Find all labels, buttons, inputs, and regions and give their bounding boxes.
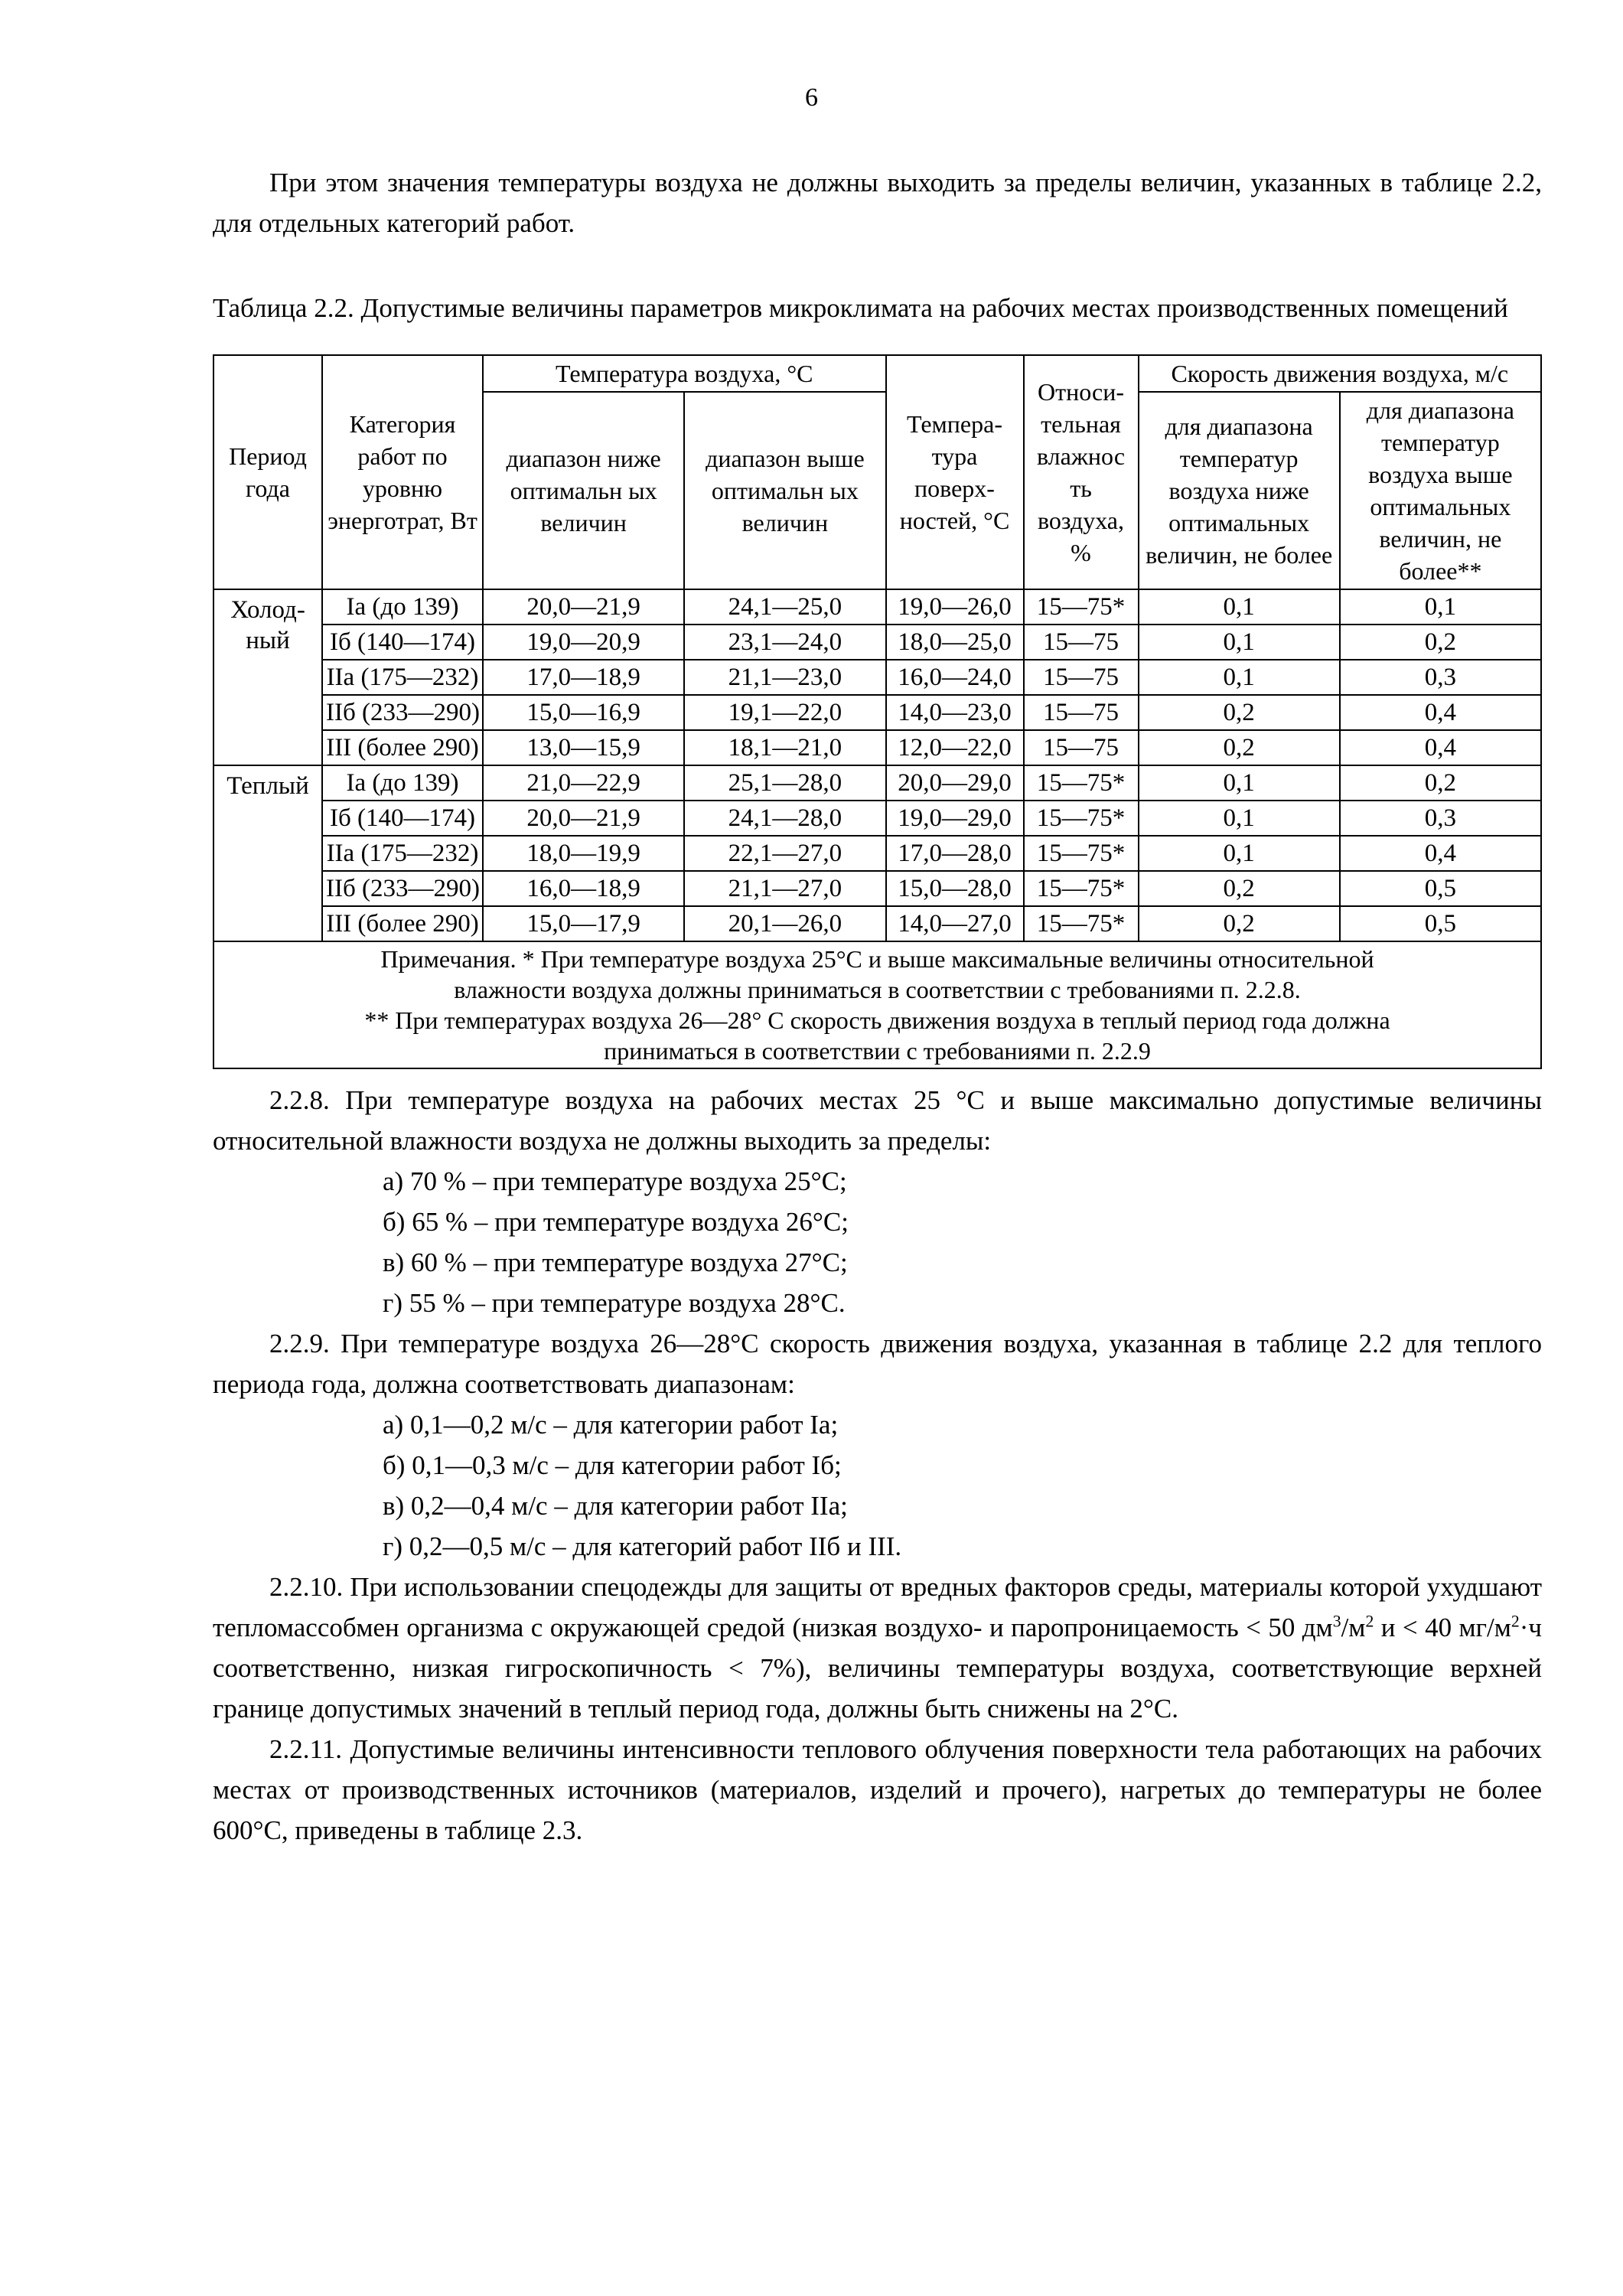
table-body [213,589,1541,941]
cell-t-above: 22,1—27,0 [684,836,885,871]
cell-period: Холод-ный [213,589,322,765]
table-notes [213,941,1541,1068]
note-line-4: приниматься в соответствии с требованиями п. 2.2.9 [604,1037,1151,1065]
cell-surface: 14,0—23,0 [886,695,1024,730]
cell-category: III (более 290) [322,906,483,941]
cell-t-below: 15,0—17,9 [483,906,684,941]
cell-surface: 14,0—27,0 [886,906,1024,941]
cell-t-above: 21,1—23,0 [684,660,885,695]
cell-t-below: 17,0—18,9 [483,660,684,695]
cell-t-below: 18,0—19,9 [483,836,684,871]
spacer [213,1069,1542,1080]
cell-v-below: 0,1 [1139,836,1340,871]
clause-2-2-11: 2.2.11. Допустимые величины интенсивности теплового облучения поверхности тела работающих на рабочих местах от производственных источников (материалов, изделий и прочего), нагретых до температуры не более 600°С, приведены в таблице 2.3. [213,1734,1542,1845]
header-temp-range-above: диапазон выше оптимальн ых величин [684,392,885,589]
table-row [213,730,1541,765]
cell-v-below: 0,2 [1139,730,1340,765]
table-notes-row [213,941,1541,1068]
cell-v-below: 0,2 [1139,695,1340,730]
cell-t-above: 24,1—28,0 [684,801,885,836]
spacer [213,328,1542,354]
cell-v-below: 0,1 [1139,625,1340,660]
list-item: а) 0,1—0,2 м/с – для категории работ Ia; [383,1410,839,1440]
cell-t-below: 16,0—18,9 [483,871,684,906]
cell-v-below: 0,1 [1139,589,1340,625]
note-line-3: ** При температурах воздуха 26—28° С скорость движения воздуха в теплый период года должна [364,1006,1390,1034]
cell-humidity: 15—75 [1024,660,1139,695]
cell-surface: 18,0—25,0 [886,625,1024,660]
cell-humidity: 15—75* [1024,871,1139,906]
cell-t-below: 15,0—16,9 [483,695,684,730]
note-line-1: Примечания. * При температуре воздуха 25°С и выше максимальные величины относительной [380,945,1374,973]
cell-t-above: 18,1—21,0 [684,730,885,765]
table-row [213,765,1541,801]
cell-t-above: 25,1—28,0 [684,765,885,801]
table-header [213,355,1541,589]
cell-surface: 15,0—28,0 [886,871,1024,906]
table-row [213,625,1541,660]
list-item: г) 0,2—0,5 м/с – для категорий работ IIб и III. [383,1531,902,1561]
intro-paragraph: При этом значения температуры воздуха не должны выходить за пределы величин, указанных в таблице 2.2, для отдельных категорий работ. [213,168,1542,238]
clause-2-2-10-part-3: и < 40 мг/м [1374,1613,1511,1642]
table-row [213,660,1541,695]
clause-2-2-10-sup-2: 2 [1365,1612,1374,1631]
table-header-row-1 [213,355,1541,392]
header-relative-humidity: Относи-тельная влажнос ть воздуха, % [1024,355,1139,589]
cell-v-above: 0,3 [1340,801,1541,836]
cell-v-below: 0,1 [1139,660,1340,695]
cell-humidity: 15—75 [1024,625,1139,660]
table-row [213,801,1541,836]
list-item: в) 60 % – при температуре воздуха 27°С; [383,1247,848,1277]
spacer [213,243,1542,288]
table-row [213,836,1541,871]
list-item: в) 0,2—0,4 м/с – для категории работ IIа; [383,1491,848,1521]
cell-surface: 17,0—28,0 [886,836,1024,871]
cell-t-above: 23,1—24,0 [684,625,885,660]
list-item: б) 0,1—0,3 м/с – для категории работ Iб; [383,1450,842,1480]
cell-category: Iб (140—174) [322,801,483,836]
cell-category: IIб (233—290) [322,695,483,730]
table-row [213,871,1541,906]
cell-category: Ia (до 139) [322,589,483,625]
cell-category: Iб (140—174) [322,625,483,660]
cell-humidity: 15—75* [1024,589,1139,625]
cell-v-below: 0,1 [1139,765,1340,801]
cell-t-below: 19,0—20,9 [483,625,684,660]
list-item: а) 70 % – при температуре воздуха 25°С; [383,1166,847,1196]
note-line-2: влажности воздуха должны приниматься в соответствии с требованиями п. 2.2.8. [454,976,1301,1003]
cell-period: Теплый [213,765,322,941]
header-speed-below: для диапазона температур воздуха ниже оптимальных величин, не более [1139,392,1340,589]
cell-surface: 19,0—29,0 [886,801,1024,836]
cell-t-above: 19,1—22,0 [684,695,885,730]
cell-t-below: 13,0—15,9 [483,730,684,765]
cell-t-above: 24,1—25,0 [684,589,885,625]
cell-v-above: 0,4 [1340,836,1541,871]
header-period: Период года [213,355,322,589]
microclimate-table [213,354,1542,1069]
cell-humidity: 15—75* [1024,906,1139,941]
cell-category: IIа (175—232) [322,836,483,871]
cell-v-above: 0,4 [1340,695,1541,730]
table-footer [213,941,1541,1068]
clause-2-2-8: 2.2.8. При температуре воздуха на рабочих местах 25 °C и выше максимально допустимые величины относительной влажности воздуха не должны выходить за пределы: [213,1085,1542,1156]
header-surface-temperature: Темпера-тура поверх-ностей, °C [886,355,1024,589]
cell-category: IIб (233—290) [322,871,483,906]
clause-2-2-10-part-4: ·ч соответственно, низкая гигроскопичность < 7%), величины температуры воздуха, соответствующие верхней границе допустимых значений в теплый период года, должны быть снижены на 2°С. [213,1613,1542,1724]
cell-humidity: 15—75 [1024,730,1139,765]
cell-category: Ia (до 139) [322,765,483,801]
cell-t-below: 20,0—21,9 [483,589,684,625]
table-caption: Таблица 2.2. Допустимые величины параметров микроклимата на рабочих местах производственных помещений [213,293,1508,323]
cell-v-above: 0,2 [1340,625,1541,660]
table-row [213,589,1541,625]
cell-v-above: 0,1 [1340,589,1541,625]
table-row [213,695,1541,730]
list-item: г) 55 % – при температуре воздуха 28°С. [383,1288,846,1318]
cell-surface: 16,0—24,0 [886,660,1024,695]
cell-v-below: 0,1 [1139,801,1340,836]
cell-t-above: 21,1—27,0 [684,871,885,906]
cell-category: III (более 290) [322,730,483,765]
cell-humidity: 15—75* [1024,836,1139,871]
cell-category: IIа (175—232) [322,660,483,695]
clause-2-2-10-sup-3: 2 [1511,1612,1520,1631]
header-air-temperature-group: Температура воздуха, °C [483,355,886,392]
list-item: б) 65 % – при температуре воздуха 26°С; [383,1207,849,1237]
cell-surface: 12,0—22,0 [886,730,1024,765]
cell-v-below: 0,2 [1139,871,1340,906]
clause-2-2-8-list [213,1161,1542,1323]
cell-surface: 19,0—26,0 [886,589,1024,625]
cell-surface: 20,0—29,0 [886,765,1024,801]
cell-v-above: 0,5 [1340,906,1541,941]
header-temp-range-below: диапазон ниже оптимальн ых величин [483,392,684,589]
cell-t-above: 20,1—26,0 [684,906,885,941]
clause-2-2-9: 2.2.9. При температуре воздуха 26—28°С скорость движения воздуха, указанная в таблице 2.2 для теплого периода года, должна соответствовать диапазонам: [213,1329,1542,1399]
clause-2-2-9-list [213,1404,1542,1567]
header-speed-above: для диапазона температур воздуха выше оптимальных величин, не более** [1340,392,1541,589]
cell-humidity: 15—75* [1024,801,1139,836]
cell-t-below: 21,0—22,9 [483,765,684,801]
cell-t-below: 20,0—21,9 [483,801,684,836]
cell-v-above: 0,5 [1340,871,1541,906]
header-category: Категория работ по уровню энерготрат, Вт [322,355,483,589]
page-content [213,162,1542,1851]
header-air-speed-group: Скорость движения воздуха, м/с [1139,355,1542,392]
cell-v-above: 0,4 [1340,730,1541,765]
cell-v-below: 0,2 [1139,906,1340,941]
cell-v-above: 0,3 [1340,660,1541,695]
clause-2-2-10-sup-1: 3 [1332,1612,1341,1631]
clause-2-2-10-part-2: /м [1341,1613,1366,1642]
clause-2-2-10 [213,1567,1542,1729]
clause-2-2-10-part-1: 2.2.10. При использовании спецодежды для защиты от вредных факторов среды, материалы которой ухудшают тепломассобмен организма с окружающей средой (низкая воздухо- и паропроницаемость < 50 дм [213,1572,1542,1642]
cell-v-above: 0,2 [1340,765,1541,801]
table-row [213,906,1541,941]
page-number: 6 [805,83,818,112]
cell-humidity: 15—75 [1024,695,1139,730]
cell-humidity: 15—75* [1024,765,1139,801]
